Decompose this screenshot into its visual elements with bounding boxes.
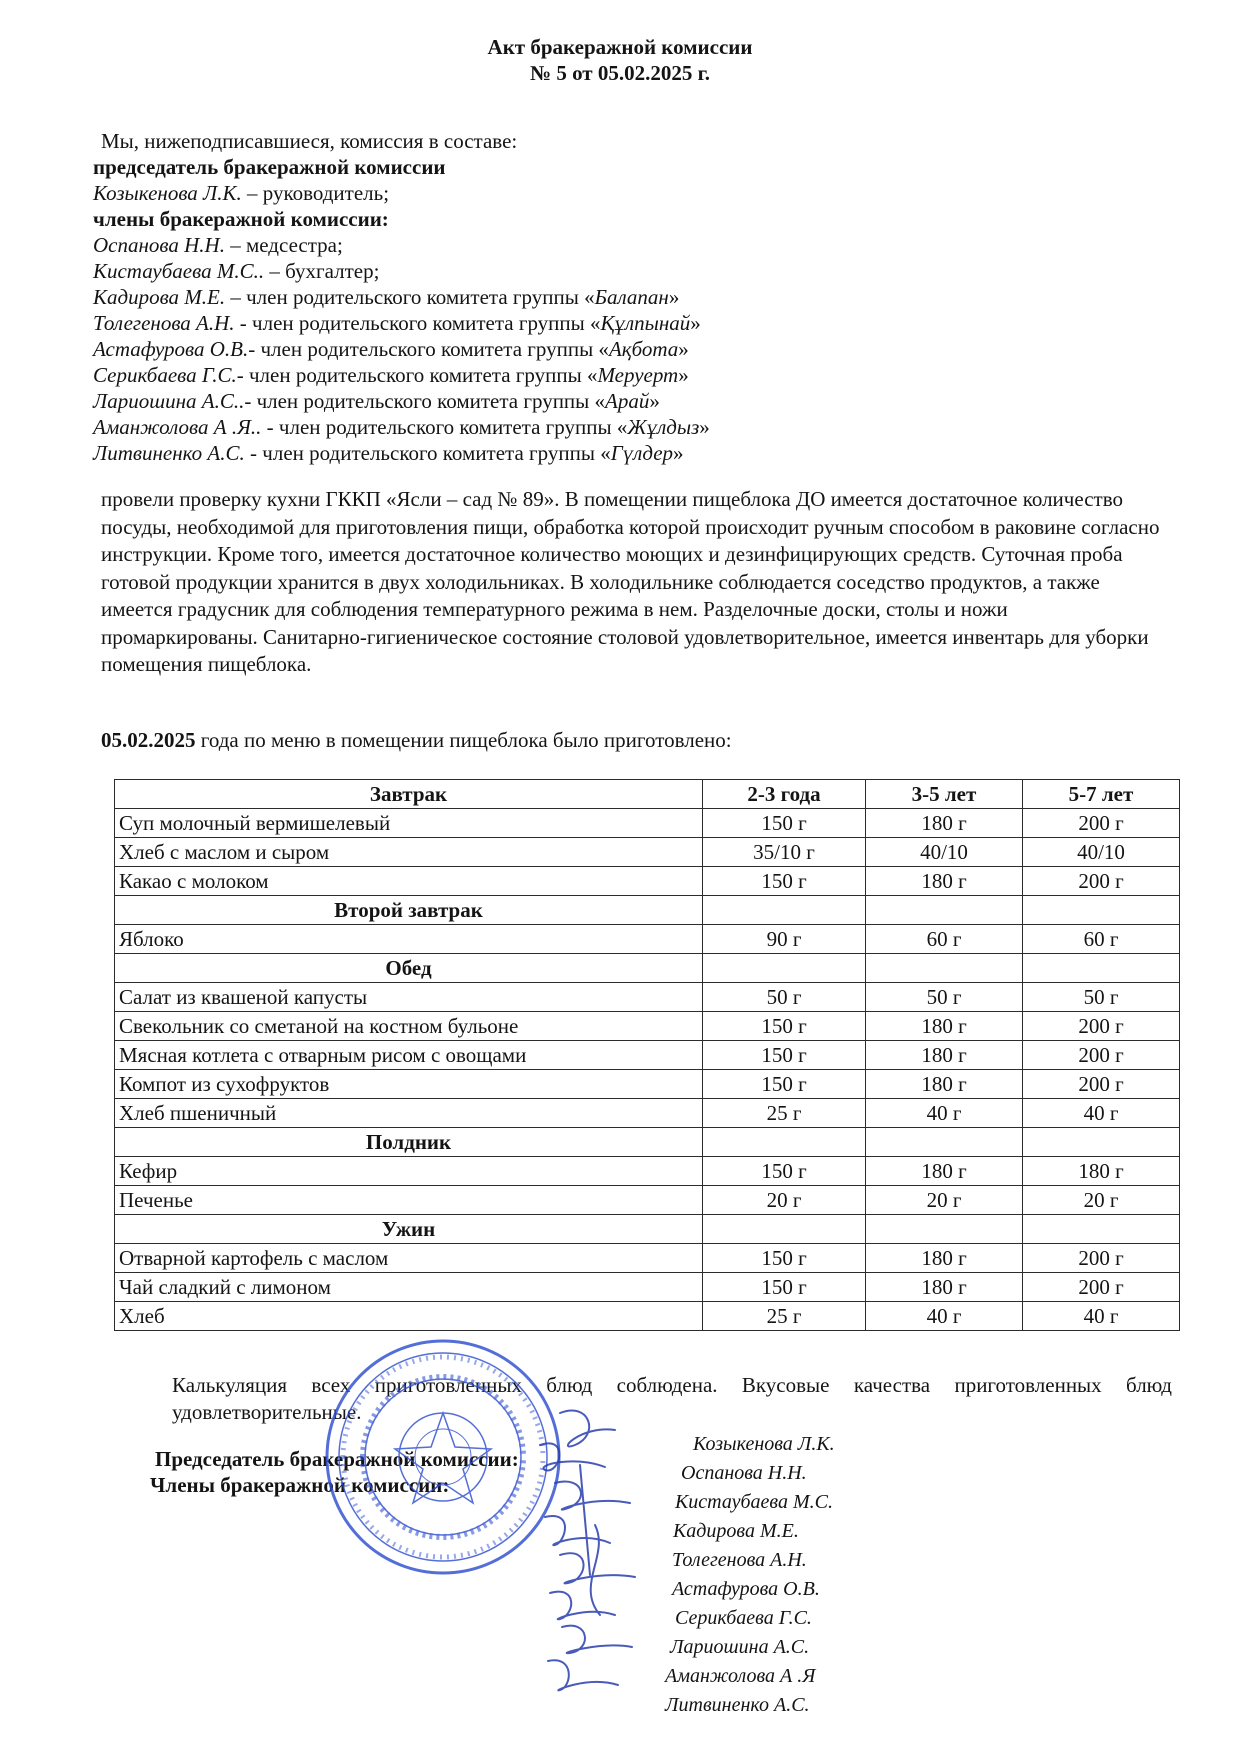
table-row xyxy=(115,1041,1180,1070)
table-row xyxy=(115,1273,1180,1302)
portion-cell: 60 г xyxy=(1023,925,1180,954)
portion-cell: 20 г xyxy=(866,1186,1023,1215)
chair-name: Козыкенова Л.К. xyxy=(93,181,242,205)
act-title: Акт бракеражной комиссии xyxy=(487,35,753,59)
member-line xyxy=(93,284,679,310)
inspection-paragraph: провели проверку кухни ГККП «Ясли – сад № 89». В помещении пищеблока ДО имеется достаточное количество посуды, необходимой для приготовления пищи, обработка которой происходит ручным способом в раковине согласно инструкции. Кроме того, имеется достаточное количество моющих и дезинфицирующих средств. Суточная проба готовой продукции хранится в двух холодильниках. В холодильнике соблюдается соседство продуктов, а также имеется градусник для соблюдения температурного режима в нем. Разделочные доски, столы и ножи промаркированы. Санитарно-гигиеническое состояние столовой удовлетворительное, имеется инвентарь для уборки помещения пищеблока. xyxy=(101,487,1160,676)
portion-cell: 40/10 xyxy=(866,838,1023,867)
members-sign-label: Члены бракеражной комиссии: xyxy=(150,1473,450,1497)
member-group-close: » xyxy=(668,285,680,309)
section-title: Полдник xyxy=(115,1128,703,1157)
portion-cell: 150 г xyxy=(703,1041,866,1070)
portion-cell: 180 г xyxy=(866,1012,1023,1041)
signatory-name: Кистаубаева М.С. xyxy=(675,1491,833,1513)
portion-cell: 40 г xyxy=(866,1302,1023,1331)
member-group: Балапан xyxy=(594,285,669,309)
portion-cell: 180 г xyxy=(866,1244,1023,1273)
menu-intro xyxy=(101,727,732,753)
member-role: - член родительского комитета группы « xyxy=(248,337,609,361)
signatory-name: Аманжолова А .Я xyxy=(665,1665,816,1687)
portion-cell: 180 г xyxy=(866,809,1023,838)
portion-cell: 25 г xyxy=(703,1099,866,1128)
member-group-close: » xyxy=(678,337,689,361)
portion-cell: 180 г xyxy=(866,867,1023,896)
portion-cell: 50 г xyxy=(703,983,866,1012)
table-row xyxy=(115,1186,1180,1215)
dish-name: Хлеб с маслом и сыром xyxy=(115,838,703,867)
member-name: Аманжолова А .Я.. xyxy=(93,415,262,439)
portion-cell: 150 г xyxy=(703,1012,866,1041)
chair-line xyxy=(93,180,389,206)
empty-cell xyxy=(866,1215,1023,1244)
handwritten-signatures xyxy=(520,1405,680,1705)
signatory-name: Литвиненко А.С. xyxy=(665,1694,810,1716)
member-group-close: » xyxy=(690,311,701,335)
dish-name: Свекольник со сметаной на костном бульоне xyxy=(115,1012,703,1041)
portion-cell: 150 г xyxy=(703,867,866,896)
portion-cell: 40 г xyxy=(1023,1099,1180,1128)
portion-cell: 200 г xyxy=(1023,1244,1180,1273)
member-line xyxy=(93,388,660,414)
menu-date: 05.02.2025 xyxy=(101,728,196,752)
table-row xyxy=(115,838,1180,867)
member-name: Астафурова О.В. xyxy=(93,337,249,361)
dish-name: Какао с молоком xyxy=(115,867,703,896)
portion-cell: 25 г xyxy=(703,1302,866,1331)
member-line xyxy=(93,362,689,388)
chair-label: председатель бракеражной комиссии xyxy=(93,155,446,179)
member-name: Кадирова М.Е. xyxy=(93,285,226,309)
members-label: члены бракеражной комиссии: xyxy=(93,207,389,231)
member-name: Лариошина А.С.. xyxy=(93,389,245,413)
table-row xyxy=(115,983,1180,1012)
conclusion-text: Калькуляция всех приготовленных блюд соблюдена. Вкусовые качества приготовленных блюд удовлетворительные. xyxy=(172,1373,1172,1424)
member-group-close: » xyxy=(699,415,710,439)
member-group: Жұлдыз xyxy=(627,415,700,439)
table-row xyxy=(115,1302,1180,1331)
portion-cell: 35/10 г xyxy=(703,838,866,867)
member-group: Меруерт xyxy=(597,363,679,387)
portion-cell: 180 г xyxy=(1023,1157,1180,1186)
member-role: - член родительского комитета группы « xyxy=(244,389,606,413)
member-role: – член родительского комитета группы « xyxy=(225,285,595,309)
empty-cell xyxy=(703,1128,866,1157)
dish-name: Хлеб xyxy=(115,1302,703,1331)
member-role: - член родительского комитета группы « xyxy=(234,311,601,335)
section-row xyxy=(115,1215,1180,1244)
dish-name: Суп молочный вермишелевый xyxy=(115,809,703,838)
table-row xyxy=(115,1070,1180,1099)
document-title xyxy=(0,34,1240,86)
table-row xyxy=(115,1157,1180,1186)
signatory-name: Лариошина А.С. xyxy=(670,1636,810,1658)
table-header-row xyxy=(115,780,1180,809)
section-row xyxy=(115,896,1180,925)
header-age-2-3: 2-3 года xyxy=(703,780,866,809)
portion-cell: 180 г xyxy=(866,1070,1023,1099)
signatory-name: Астафурова О.В. xyxy=(672,1578,820,1600)
dish-name: Кефир xyxy=(115,1157,703,1186)
portion-cell: 20 г xyxy=(703,1186,866,1215)
member-group: Арай xyxy=(605,389,650,413)
member-role: - член родительского комитета группы « xyxy=(236,363,598,387)
empty-cell xyxy=(866,954,1023,983)
dish-name: Мясная котлета с отварным рисом с овощами xyxy=(115,1041,703,1070)
member-group-close: » xyxy=(678,363,689,387)
empty-cell xyxy=(1023,1215,1180,1244)
header-age-3-5: 3-5 лет xyxy=(866,780,1023,809)
section-title: Второй завтрак xyxy=(115,896,703,925)
member-group-close: » xyxy=(649,389,660,413)
signatory-name: Кадирова М.Е. xyxy=(673,1520,799,1542)
empty-cell xyxy=(1023,896,1180,925)
portion-cell: 20 г xyxy=(1023,1186,1180,1215)
table-row xyxy=(115,867,1180,896)
portion-cell: 40/10 xyxy=(1023,838,1180,867)
dish-name: Печенье xyxy=(115,1186,703,1215)
member-line xyxy=(93,232,343,258)
portion-cell: 200 г xyxy=(1023,1012,1180,1041)
member-group-close: » xyxy=(673,441,684,465)
member-name: Кистаубаева М.С.. xyxy=(93,259,265,283)
dish-name: Отварной картофель с маслом xyxy=(115,1244,703,1273)
empty-cell xyxy=(866,1128,1023,1157)
portion-cell: 200 г xyxy=(1023,867,1180,896)
portion-cell: 200 г xyxy=(1023,1070,1180,1099)
portion-cell: 180 г xyxy=(866,1157,1023,1186)
portion-cell: 150 г xyxy=(703,1157,866,1186)
member-group: Құлпынай xyxy=(600,311,691,335)
table-row xyxy=(115,925,1180,954)
signatory-name: Козыкенова Л.К. xyxy=(693,1433,835,1455)
empty-cell xyxy=(703,1215,866,1244)
member-name: Литвиненко А.С. xyxy=(93,441,245,465)
portion-cell: 90 г xyxy=(703,925,866,954)
portion-cell: 150 г xyxy=(703,809,866,838)
portion-cell: 50 г xyxy=(866,983,1023,1012)
empty-cell xyxy=(703,954,866,983)
dish-name: Салат из квашеной капусты xyxy=(115,983,703,1012)
table-row xyxy=(115,1012,1180,1041)
intro-text: Мы, нижеподписавшиеся, комиссия в составе: xyxy=(101,129,518,153)
member-line xyxy=(93,310,701,336)
table-row xyxy=(115,1099,1180,1128)
empty-cell xyxy=(866,896,1023,925)
member-name: Оспанова Н.Н. xyxy=(93,233,231,257)
act-number: № 5 от 05.02.2025 г. xyxy=(529,61,711,85)
portion-cell: 180 г xyxy=(866,1041,1023,1070)
dish-name: Компот из сухофруктов xyxy=(115,1070,703,1099)
portion-cell: 150 г xyxy=(703,1244,866,1273)
portion-cell: 180 г xyxy=(866,1273,1023,1302)
member-line xyxy=(93,414,710,440)
member-role: – медсестра; xyxy=(230,233,343,257)
member-role: - член родительского комитета группы « xyxy=(261,415,628,439)
chair-sign-label: Председатель бракеражной комиссии: xyxy=(155,1447,519,1471)
member-role: – бухгалтер; xyxy=(264,259,380,283)
portion-cell: 50 г xyxy=(1023,983,1180,1012)
portion-cell: 60 г xyxy=(866,925,1023,954)
table-row xyxy=(115,809,1180,838)
portion-cell: 40 г xyxy=(1023,1302,1180,1331)
empty-cell xyxy=(1023,1128,1180,1157)
portion-cell: 200 г xyxy=(1023,1041,1180,1070)
section-row xyxy=(115,1128,1180,1157)
dish-name: Хлеб пшеничный xyxy=(115,1099,703,1128)
portion-cell: 150 г xyxy=(703,1070,866,1099)
member-line xyxy=(93,336,689,362)
section-title: Ужин xyxy=(115,1215,703,1244)
signatory-name: Оспанова Н.Н. xyxy=(681,1462,807,1484)
member-line xyxy=(93,440,684,466)
member-group: Гүлдер xyxy=(610,441,674,465)
table-row xyxy=(115,1244,1180,1273)
member-name: Серикбаева Г.С. xyxy=(93,363,237,387)
portion-cell: 150 г xyxy=(703,1273,866,1302)
empty-cell xyxy=(1023,954,1180,983)
header-age-5-7: 5-7 лет xyxy=(1023,780,1180,809)
member-role: - член родительского комитета группы « xyxy=(244,441,611,465)
member-name: Толегенова А.Н. xyxy=(93,311,235,335)
portion-cell: 200 г xyxy=(1023,809,1180,838)
member-line xyxy=(93,258,379,284)
section-row xyxy=(115,954,1180,983)
signatory-name: Серикбаева Г.С. xyxy=(675,1607,812,1629)
portion-cell: 200 г xyxy=(1023,1273,1180,1302)
empty-cell xyxy=(703,896,866,925)
signatory-name: Толегенова А.Н. xyxy=(672,1549,807,1571)
header-meal: Завтрак xyxy=(115,780,703,809)
dish-name: Яблоко xyxy=(115,925,703,954)
chair-role: – руководитель; xyxy=(241,181,390,205)
section-title: Обед xyxy=(115,954,703,983)
menu-intro-tail: года по меню в помещении пищеблока было приготовлено: xyxy=(195,728,732,752)
menu-table xyxy=(114,779,1180,1331)
member-group: Ақбота xyxy=(608,337,679,361)
portion-cell: 40 г xyxy=(866,1099,1023,1128)
dish-name: Чай сладкий с лимоном xyxy=(115,1273,703,1302)
